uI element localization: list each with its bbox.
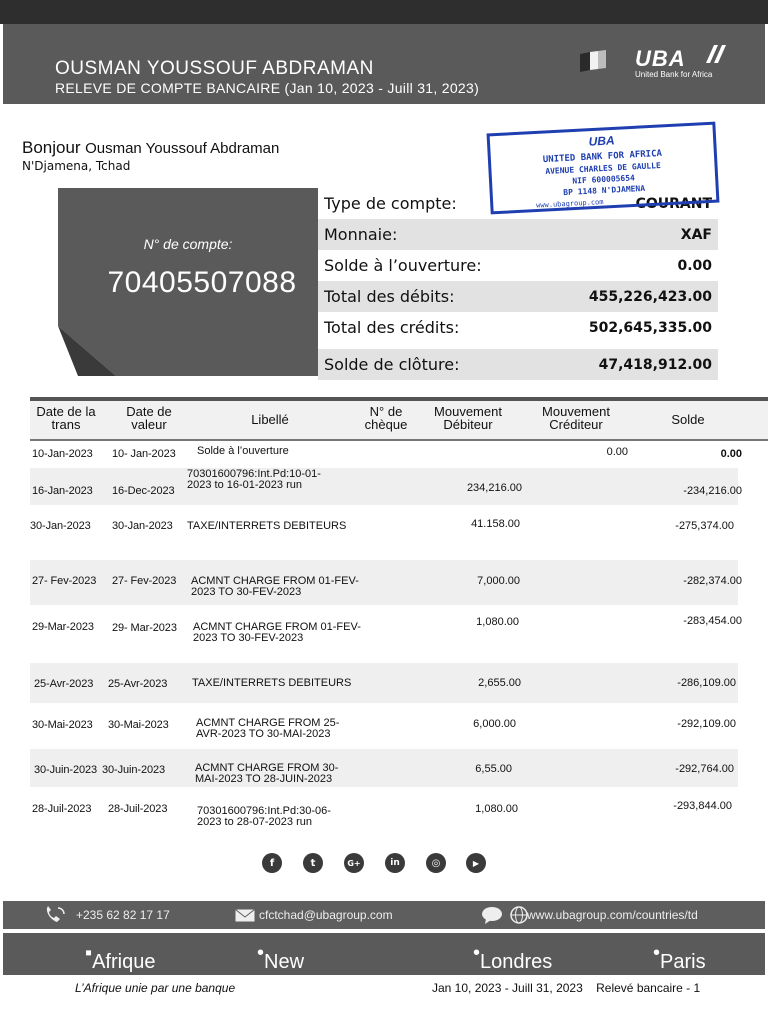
cell-date-trans: 30-Mai-2023 (32, 719, 93, 731)
city-label: Afrique (92, 951, 156, 973)
cell-debit: 1,080.00 (475, 803, 518, 815)
table-row (30, 506, 738, 556)
cell-date-valeur: 28-Juil-2023 (108, 803, 168, 815)
stamp-line: BP 1148 N'DJAMENA (563, 183, 646, 198)
footer-page: Relevé bancaire - 1 (596, 981, 701, 995)
transactions-header (30, 397, 768, 441)
city-label: New York (264, 951, 305, 996)
greeting-hello: Bonjour (22, 138, 81, 157)
table-row (30, 749, 738, 787)
stamp-line: AVENUE CHARLES DE GAULLE (545, 160, 661, 177)
cell-solde: -292,764.00 (675, 763, 734, 775)
city-item: ▪ Afrique (85, 942, 156, 973)
cell-debit: 1,080.00 (476, 616, 519, 628)
city-label: Paris (660, 951, 706, 973)
cell-debit: 41.158.00 (471, 518, 520, 530)
instagram-icon[interactable]: ◎ (426, 853, 446, 873)
footer-period-page (432, 981, 700, 995)
client-city: N'Djamena, Tchad (22, 159, 131, 173)
city-item: • Paris (653, 942, 706, 973)
summary-value: COURANT (635, 195, 712, 212)
summary-key: Total des crédits: (324, 318, 460, 337)
cell-libelle: ACMNT CHARGE FROM 30-MAI-2023 TO 28-JUIN-2023 (195, 762, 339, 785)
account-summary (318, 188, 718, 380)
cell-date-trans: 16-Jan-2023 (32, 485, 93, 497)
col-date-trans: Date de la trans (36, 404, 96, 432)
statement-period: (Jan 10, 2023 - Juill 31, 2023) (284, 80, 480, 96)
contact-phone[interactable]: +235 62 82 17 17 (76, 908, 170, 922)
cell-debit: 234,216.00 (466, 482, 522, 494)
cell-date-trans: 27- Fev-2023 (32, 575, 97, 587)
contact-bar (3, 901, 765, 929)
summary-value: 455,226,423.00 (588, 288, 712, 305)
stamp-line: www.ubagroup.com (535, 198, 604, 210)
summary-value: 502,645,335.00 (588, 319, 712, 336)
twitter-icon[interactable]: t (303, 853, 323, 873)
contact-website[interactable]: www.ubagroup.com/countries/td (527, 908, 698, 922)
col-date-valeur: Date de valeur (126, 404, 172, 432)
cell-date-valeur: 30-Jan-2023 (112, 520, 173, 532)
cell-date-valeur: 30-Mai-2023 (108, 719, 169, 731)
statement-header (3, 24, 765, 104)
cell-date-trans: 29-Mar-2023 (32, 621, 94, 633)
cell-libelle: TAXE/INTERRETS DEBITEURS (192, 677, 352, 689)
cell-date-trans: 25-Avr-2023 (34, 678, 94, 690)
flag-icon (578, 50, 608, 72)
greeting (22, 138, 279, 158)
stamp-line: UNITED BANK FOR AFRICA (542, 148, 663, 166)
city-item: • Londres (473, 942, 553, 973)
cell-credit: 0.00 (606, 446, 628, 458)
facebook-icon[interactable]: f (262, 853, 282, 873)
bank-stamp (486, 121, 720, 215)
cell-date-trans: 30-Juin-2023 (34, 764, 98, 776)
statement-title: RELEVE DE COMPTE BANCAIRE (55, 80, 281, 96)
stamp-line: NIF 600005654 (572, 173, 636, 186)
uba-logo-text: UBA (635, 46, 686, 71)
cell-date-trans: 10-Jan-2023 (32, 448, 93, 460)
cell-libelle: TAXE/INTERRETS DEBITEURS (187, 520, 347, 532)
summary-key: Total des débits: (324, 287, 455, 306)
uba-mark-icon (704, 43, 728, 65)
cell-libelle: ACMNT CHARGE FROM 01-FEV-2023 TO 30-FEV-2023 (193, 621, 361, 644)
youtube-icon[interactable]: ▶ (466, 853, 486, 873)
globe-icon (510, 906, 528, 924)
table-row (30, 663, 738, 703)
summary-row-currency (318, 219, 718, 250)
contact-email[interactable]: cfctchad@ubagroup.com (259, 908, 393, 922)
greeting-client-name: Ousman Youssouf Abdraman (85, 140, 280, 157)
summary-key: Solde de clôture: (324, 355, 460, 374)
uba-tagline: United Bank for Africa (635, 70, 713, 79)
client-name-title: OUSMAN YOUSSOUF ABDRAMAN (55, 58, 374, 79)
col-solde: Solde (671, 412, 705, 427)
cell-solde: -234,216.00 (683, 485, 742, 497)
summary-value: XAF (680, 226, 712, 243)
uba-logo (635, 46, 712, 79)
top-strip (0, 0, 768, 24)
google-plus-icon[interactable]: G+ (344, 853, 364, 873)
table-row (30, 560, 742, 605)
cell-debit: 7,000.00 (477, 575, 520, 587)
cell-date-valeur: 10- Jan-2023 (112, 448, 176, 460)
cell-date-trans: 28-Juil-2023 (32, 803, 92, 815)
cell-solde: -275,374.00 (675, 520, 734, 532)
summary-key: Solde à l’ouverture: (324, 256, 482, 275)
cell-debit: 2,655.00 (478, 677, 521, 689)
cell-solde: -293,844.00 (673, 800, 732, 812)
cell-solde: -282,374.00 (683, 575, 742, 587)
table-row (30, 468, 742, 505)
summary-key: Monnaie: (324, 225, 398, 244)
cell-libelle: ACMNT CHARGE FROM 25-AVR-2023 TO 30-MAI-2023 (196, 717, 340, 740)
account-number: 70405507088 (107, 266, 297, 299)
summary-row-opening (318, 250, 718, 281)
phone-icon (43, 905, 67, 925)
table-row (30, 441, 742, 467)
footer-period: Jan 10, 2023 - Juill 31, 2023 (432, 981, 583, 995)
cell-date-valeur: 16-Dec-2023 (112, 485, 175, 497)
summary-row-closing (318, 349, 718, 380)
col-cheque: N° de chèque (364, 404, 408, 432)
linkedin-icon[interactable]: in (385, 853, 405, 873)
summary-row-credits (318, 312, 718, 343)
stamp-line: UBA (588, 133, 615, 149)
col-credit: Mouvement Créditeur (542, 404, 610, 432)
page-fold-icon (58, 326, 116, 376)
cell-solde: -283,454.00 (683, 615, 742, 627)
city-label: Londres (480, 951, 553, 973)
col-libelle: Libellé (251, 412, 289, 427)
cell-libelle: ACMNT CHARGE FROM 01-FEV-2023 TO 30-FEV-2023 (191, 575, 359, 598)
cell-solde: -286,109.00 (677, 677, 736, 689)
table-row (30, 704, 738, 748)
cell-date-trans: 30-Jan-2023 (30, 520, 91, 532)
col-debit: Mouvement Débiteur (434, 404, 502, 432)
table-row (30, 606, 742, 662)
cell-date-valeur: 30-Juin-2023 (102, 764, 166, 776)
footer-slogan: L’Afrique unie par une banque (75, 981, 236, 995)
summary-row-debits (318, 281, 718, 312)
cell-libelle: Solde à l’ouverture (197, 445, 289, 457)
bank-stamp-graphic (486, 121, 720, 215)
summary-value: 47,418,912.00 (598, 356, 712, 373)
summary-key: Type de compte: (324, 194, 457, 213)
cell-libelle: 70301600796:Int.Pd:10-01-2023 to 16-01-2023 run (187, 468, 321, 491)
summary-value: 0.00 (677, 257, 712, 274)
cell-solde: -292,109.00 (677, 718, 736, 730)
cell-date-valeur: 29- Mar-2023 (112, 622, 177, 634)
statement-subtitle (55, 80, 479, 96)
cell-debit: 6,000.00 (473, 718, 516, 730)
city-item: • New York (257, 942, 305, 996)
cell-libelle: 70301600796:Int.Pd:30-06-2023 to 28-07-2023 run (197, 805, 331, 828)
email-icon (235, 909, 255, 922)
chat-icon (481, 906, 503, 924)
cell-solde: 0.00 (720, 448, 742, 460)
cell-debit: 6,55.00 (475, 763, 512, 775)
table-row (30, 788, 738, 846)
account-number-label: N° de compte: (143, 236, 233, 252)
cell-date-valeur: 27- Fev-2023 (112, 575, 177, 587)
cell-date-valeur: 25-Avr-2023 (108, 678, 168, 690)
